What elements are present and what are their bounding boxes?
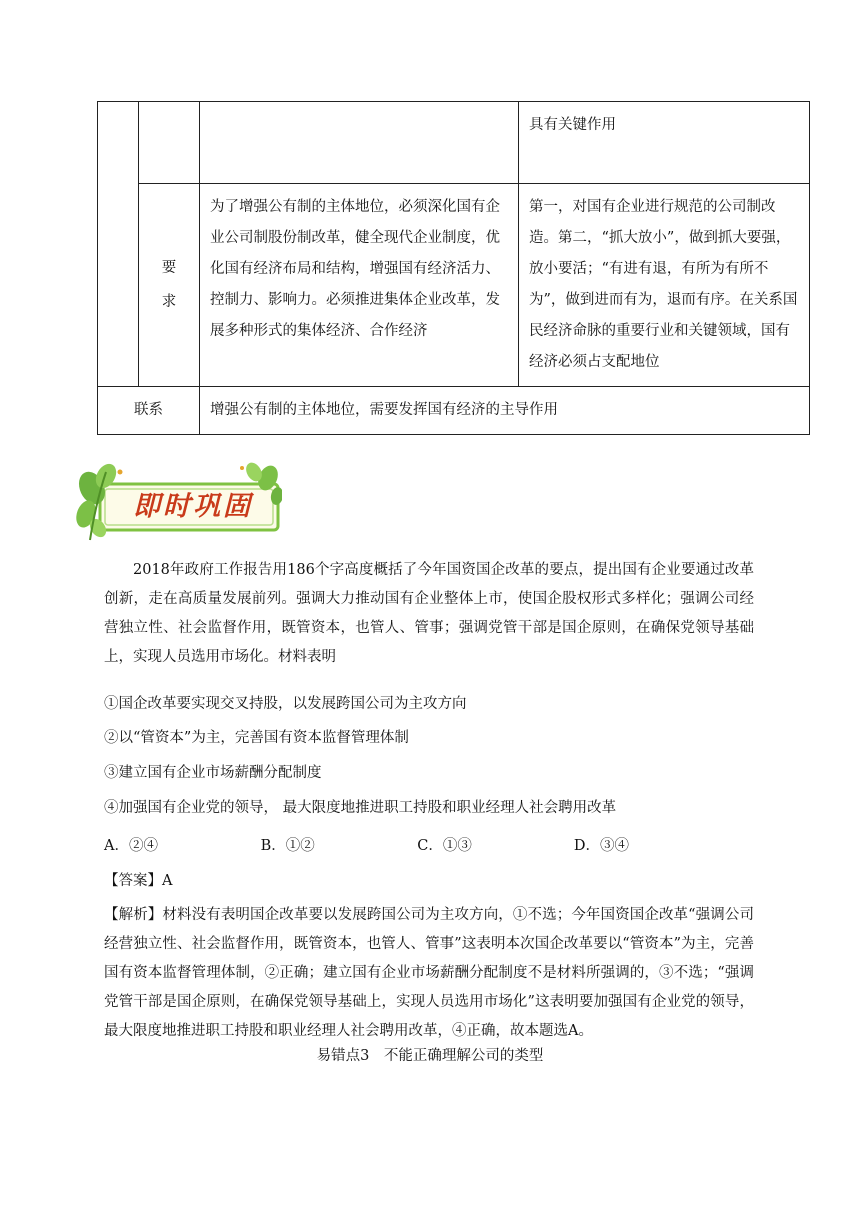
table-cell-right: 具有关键作用 [519, 102, 810, 184]
table-row [98, 184, 810, 387]
section-heading: 易错点3 不能正确理解公司的类型 [316, 1048, 544, 1064]
link-text: 增强公有制的主体地位，需要发挥国有经济的主导作用 [200, 387, 810, 435]
analysis-paragraph: 【解析】材料没有表明国企改革要以发展跨国公司为主攻方向，①不选；今年国资国企改革“强调公司经营独立性、社会监督作用，既管资本，也管人、管事”这表明本次国企改革要以“管资本”为主，完善国有资本监督管理体制，②正确；建立国有企业市场薪酬分配制度不是材料所强调的，③不选；“强调党管干部是国企原则，在确保党领导基础上，实现人员选用市场化”这表明要加强国有企业党的领导，最大限度地推进职工持股和职业经理人社会聘用改革，④正确，故本题选A。 [104, 907, 754, 1039]
table-cell-blank [98, 102, 139, 387]
choice-d: D．③④ [573, 838, 629, 854]
table-row [98, 102, 810, 184]
table-row [98, 387, 810, 435]
answer-line: 【答案】A [104, 873, 173, 889]
question-stem: 2018年政府工作报告用186个字高度概括了今年国资国企改革的要点，提出国有企业要通过改革创新，走在高质量发展前列。强调大力推动国有企业整体上市，使国企股权形式多样化；强调公司经营独立性、社会监督作用，既管资本，也管人、管事；强调党管干部是国企原则，在确保党领导基础上，实现人员选用市场化。材料表明 [104, 562, 754, 665]
option-item: ②以“管资本”为主，完善国有资本监督管理体制 [104, 730, 409, 746]
requirement-label-char: 求 [161, 294, 177, 310]
choice-b: B．①② [260, 838, 315, 854]
table-cell-blank [200, 102, 519, 184]
link-label: 联系 [98, 387, 200, 435]
table-cell-blank [139, 102, 200, 184]
answer-choices [104, 832, 754, 861]
table-cell-left: 为了增强公有制的主体地位，必须深化国有企业公司制股份制改革，健全现代企业制度，优化国有经济布局和结构，增强国有经济活力、控制力、影响力。必须推进集体企业改革，发展多种形式的集体经济、合作经济 [200, 184, 519, 387]
choice-c: C．①③ [417, 838, 472, 854]
choice-a: A．②④ [104, 838, 158, 854]
option-item: ①国企改革要实现交叉持股，以发展跨国公司为主攻方向 [104, 696, 467, 712]
requirement-label [139, 184, 200, 387]
option-item: ④加强国有企业党的领导， 最大限度地推进职工持股和职业经理人社会聘用改革 [104, 800, 617, 816]
requirement-label-char: 要 [161, 260, 177, 276]
comparison-table [97, 101, 810, 435]
section-banner [72, 462, 282, 542]
banner-title: 即时巩固 [133, 491, 253, 522]
table-cell-right: 第一，对国有企业进行规范的公司制改造。第二，“抓大放小”，做到抓大要强，放小要活；“有进有退，有所为有所不为”，做到进而有为，退而有序。在关系国民经济命脉的重要行业和关键领域，国有经济必须占支配地位 [519, 184, 810, 387]
option-item: ③建立国有企业市场薪酬分配制度 [104, 765, 322, 781]
